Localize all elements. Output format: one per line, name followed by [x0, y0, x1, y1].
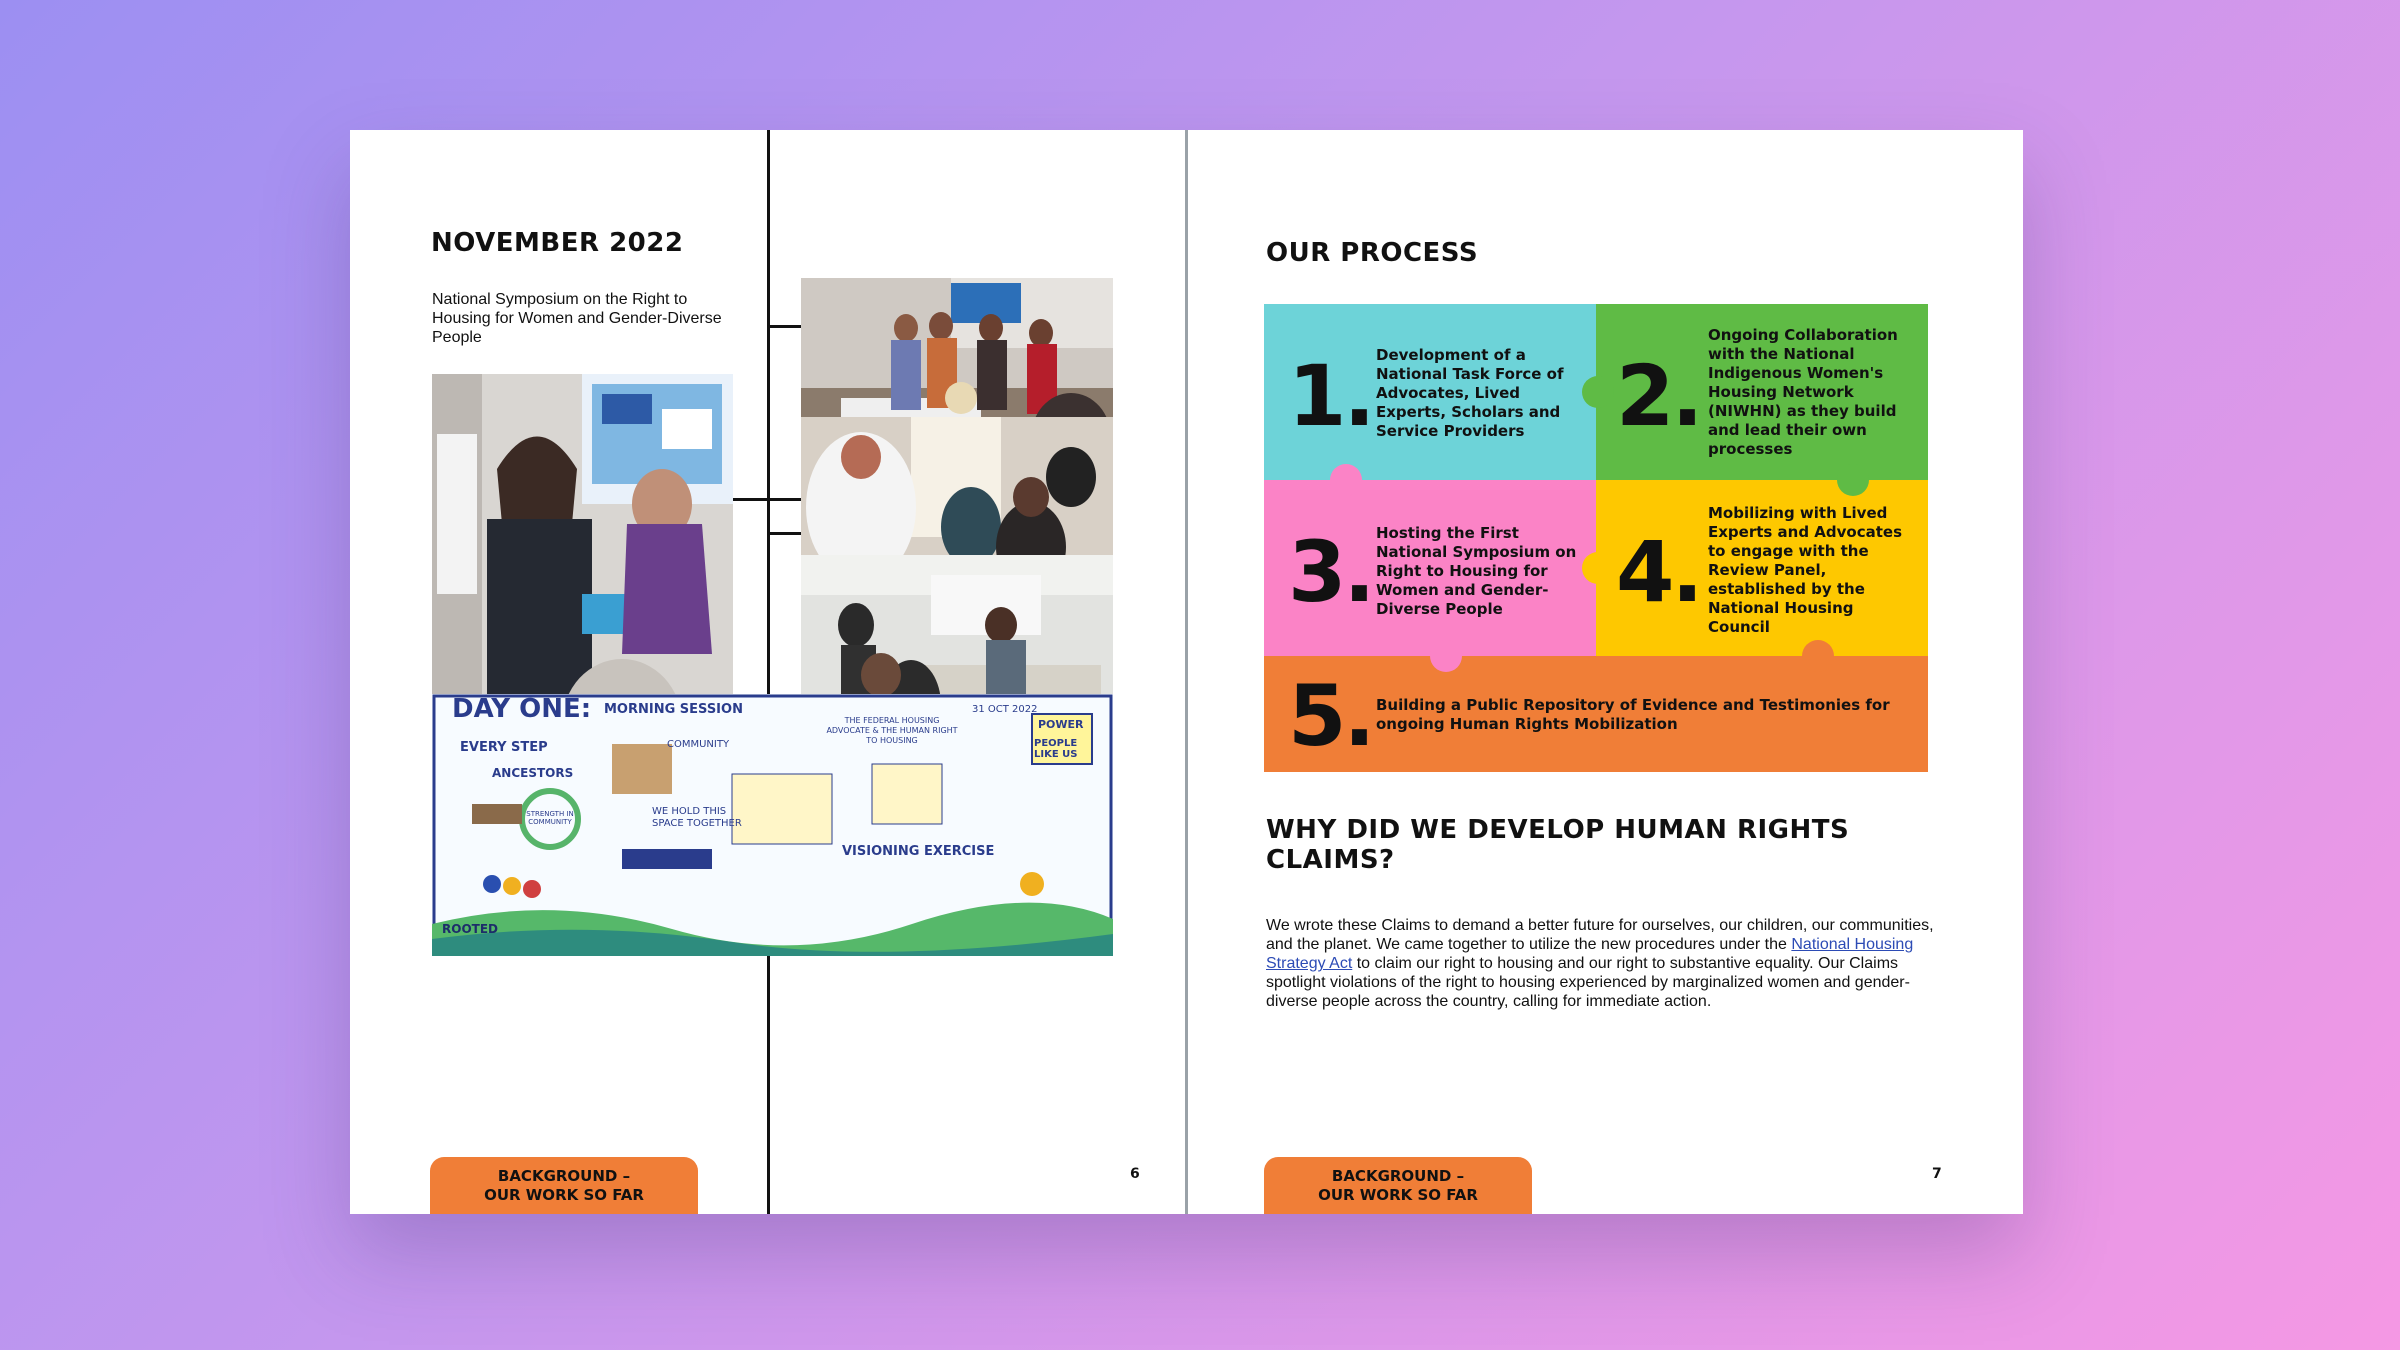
step-number: 2. — [1616, 347, 1701, 445]
puzzle-knob — [1330, 464, 1362, 496]
event-subtitle: National Symposium on the Right to Housing for Women and Gender-Diverse People — [432, 291, 722, 346]
step-text: Ongoing Collaboration with the National Indigenous Women's Housing Network (NIWHN) as they build and lead their own processes — [1708, 326, 1898, 458]
step-number: 1. — [1288, 347, 1373, 445]
recording-phrase: VISIONING EXERCISE — [842, 844, 995, 859]
page-number: 7 — [1932, 1166, 1942, 1182]
timeline-connector — [732, 498, 801, 501]
section-footer-tab[interactable] — [1264, 1157, 1532, 1214]
step-number: 5. — [1288, 667, 1373, 765]
recording-phrase: ROOTED — [442, 922, 498, 936]
strategy-act-link[interactable]: National Housing Strategy Act — [1266, 936, 1914, 972]
why-heading: WHY DID WE DEVELOP HUMAN RIGHTS CLAIMS? — [1266, 815, 1850, 875]
timeline-connector — [768, 532, 801, 535]
recording-phrase: PEOPLE LIKE US — [1034, 738, 1078, 760]
footer-tab-line: BACKGROUND – — [497, 1166, 631, 1185]
section-footer-tab[interactable] — [430, 1157, 698, 1214]
step-number: 3. — [1288, 523, 1373, 621]
recording-heading: DAY ONE: — [452, 694, 592, 724]
recording-session: MORNING SESSION — [604, 702, 743, 717]
recording-phrase: ANCESTORS — [492, 766, 574, 780]
recording-phrase: COMMUNITY — [667, 739, 730, 750]
page-number: 6 — [1130, 1166, 1140, 1182]
body-text-part: We wrote these Claims to demand a better future for ourselves, our children, our communities, and the planet. We came together to utilize the new procedures under the — [1266, 917, 1934, 953]
document-spread — [350, 130, 2023, 1214]
footer-tab-line: OUR WORK SO FAR — [1318, 1185, 1478, 1204]
footer-tab-line: BACKGROUND – — [1331, 1166, 1465, 1185]
step-text: Hosting the First National Symposium on Right to Housing for Women and Gender-Diverse People — [1376, 524, 1577, 618]
puzzle-knob — [1802, 640, 1834, 672]
recording-phrase: WE HOLD THIS SPACE TOGETHER — [652, 806, 742, 829]
recording-phrase: THE FEDERAL HOUSING ADVOCATE & THE HUMAN RIGHT TO HOUSING — [826, 716, 958, 745]
timeline-connector — [768, 325, 801, 328]
step-text: Building a Public Repository of Evidence and Testimonies for ongoing Human Rights Mobilization — [1376, 696, 1890, 733]
puzzle-knob — [1837, 464, 1869, 496]
footer-tab-line: OUR WORK SO FAR — [484, 1185, 644, 1204]
graphic-recording — [432, 694, 1113, 956]
recording-phrase: STRENGTH IN COMMUNITY — [526, 810, 574, 826]
section-title: OUR PROCESS — [1266, 238, 1479, 268]
recording-phrase: POWER — [1038, 718, 1084, 731]
body-paragraph — [1266, 916, 1946, 1011]
recording-date: 31 OCT 2022 — [972, 704, 1038, 715]
process-puzzle — [1264, 304, 1928, 772]
puzzle-knob — [1582, 376, 1614, 408]
page-title: NOVEMBER 2022 — [431, 228, 684, 258]
recording-phrase: EVERY STEP — [460, 740, 548, 755]
right-page — [1188, 130, 2023, 1214]
body-text-part: to claim our right to housing and our right to substantive equality. Our Claims spotlight violations of the right to housing experienced by marginalized women and gender-diverse people across the country, calling for immediate action. — [1266, 955, 1910, 1010]
puzzle-knob — [1430, 640, 1462, 672]
step-text: Development of a National Task Force of Advocates, Lived Experts, Scholars and Service Providers — [1376, 346, 1564, 440]
puzzle-knob — [1582, 552, 1614, 584]
step-number: 4. — [1616, 523, 1701, 621]
left-page — [350, 130, 1185, 1214]
timeline-line — [767, 130, 770, 1214]
step-text: Mobilizing with Lived Experts and Advocates to engage with the Review Panel, established by the National Housing Council — [1708, 504, 1903, 636]
